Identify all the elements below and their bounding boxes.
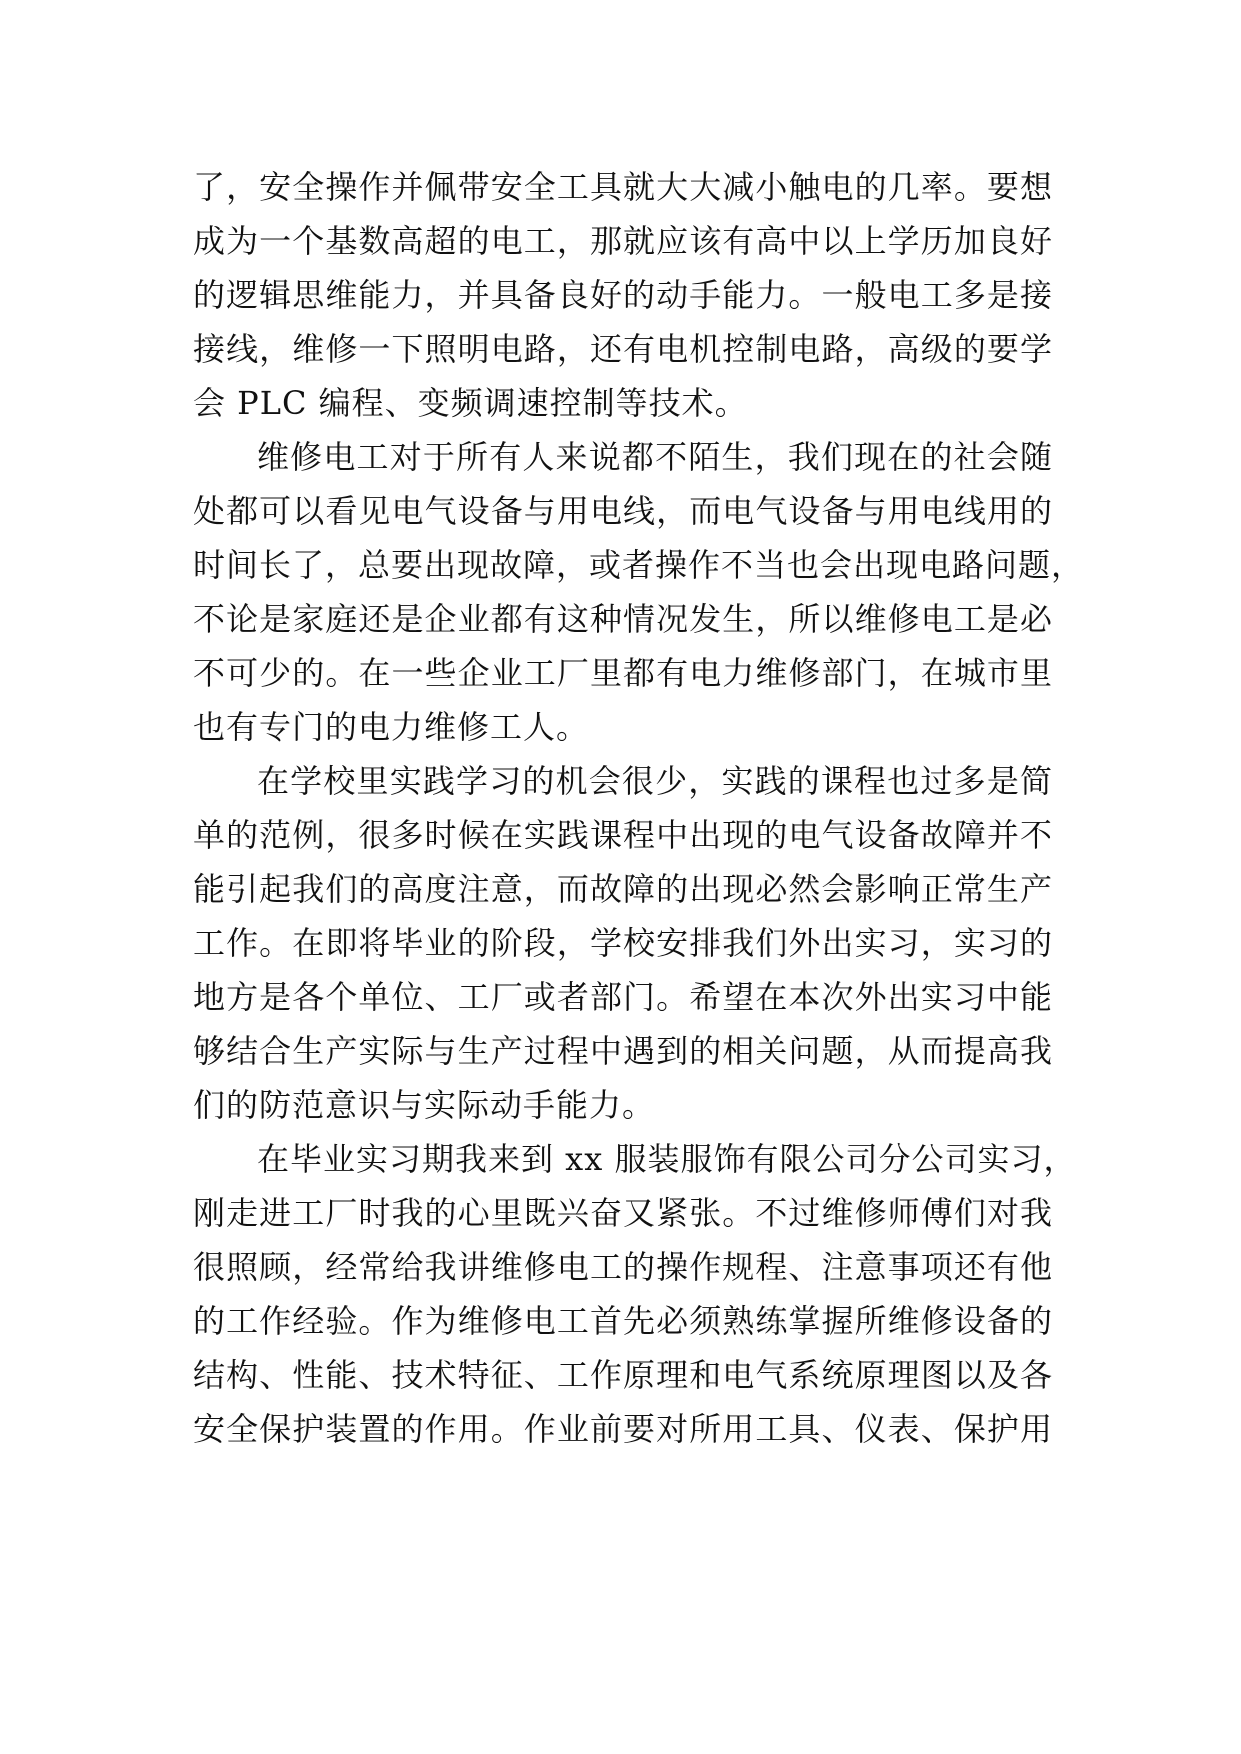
text-line: 结构、性能、技术特征、工作原理和电气系统原理图以及各: [193, 1356, 1053, 1394]
paragraph: [193, 430, 1085, 754]
text-line: 在学校里实践学习的机会很少，实践的课程也过多是简: [257, 762, 1053, 800]
text-line: 刚走进工厂时我的心里既兴奋又紧张。不过维修师傅们对我: [193, 1194, 1053, 1232]
text-line: 接线，维修一下照明电路，还有电机控制电路，高级的要学: [193, 330, 1053, 368]
text-line: 能引起我们的高度注意，而故障的出现必然会影响正常生产: [193, 870, 1053, 908]
text-line: 够结合生产实际与生产过程中遇到的相关问题，从而提高我: [193, 1032, 1053, 1070]
text-line: 工作。在即将毕业的阶段，学校安排我们外出实习，实习的: [193, 924, 1053, 962]
text-line: 的工作经验。作为维修电工首先必须熟练掌握所维修设备的: [193, 1302, 1053, 1340]
text-line: 会 PLC 编程、变频调速控制等技术。: [193, 384, 748, 422]
text-line: 维修电工对于所有人来说都不陌生，我们现在的社会随: [257, 438, 1053, 476]
text-line: 的逻辑思维能力，并具备良好的动手能力。一般电工多是接: [193, 276, 1053, 314]
text-line: 安全保护装置的作用。作业前要对所用工具、仪表、保护用: [193, 1410, 1053, 1448]
paragraph: [193, 1132, 1077, 1456]
text-line: 在毕业实习期我来到 xx 服装服饰有限公司分公司实习，: [257, 1140, 1077, 1178]
text-line: 不论是家庭还是企业都有这种情况发生，所以维修电工是必: [193, 600, 1053, 638]
text-line: 了，安全操作并佩带安全工具就大大减小触电的几率。要想: [193, 168, 1053, 206]
text-line: 也有专门的电力维修工人。: [193, 708, 590, 746]
text-line: 很照顾，经常给我讲维修电工的操作规程、注意事项还有他: [193, 1248, 1053, 1286]
text-line: 不可少的。在一些企业工厂里都有电力维修部门，在城市里: [193, 654, 1053, 692]
text-line: 时间长了，总要出现故障，或者操作不当也会出现电路问题，: [193, 546, 1085, 584]
paragraph: [193, 160, 1053, 430]
text-line: 成为一个基数高超的电工，那就应该有高中以上学历加良好: [193, 222, 1053, 260]
paragraph: [193, 754, 1053, 1132]
text-line: 单的范例，很多时候在实践课程中出现的电气设备故障并不: [193, 816, 1053, 854]
text-line: 们的防范意识与实际动手能力。: [193, 1086, 656, 1124]
text-line: 处都可以看见电气设备与用电线，而电气设备与用电线用的: [193, 492, 1053, 530]
text-line: 地方是各个单位、工厂或者部门。希望在本次外出实习中能: [193, 978, 1053, 1016]
document-body: [193, 160, 1085, 1456]
